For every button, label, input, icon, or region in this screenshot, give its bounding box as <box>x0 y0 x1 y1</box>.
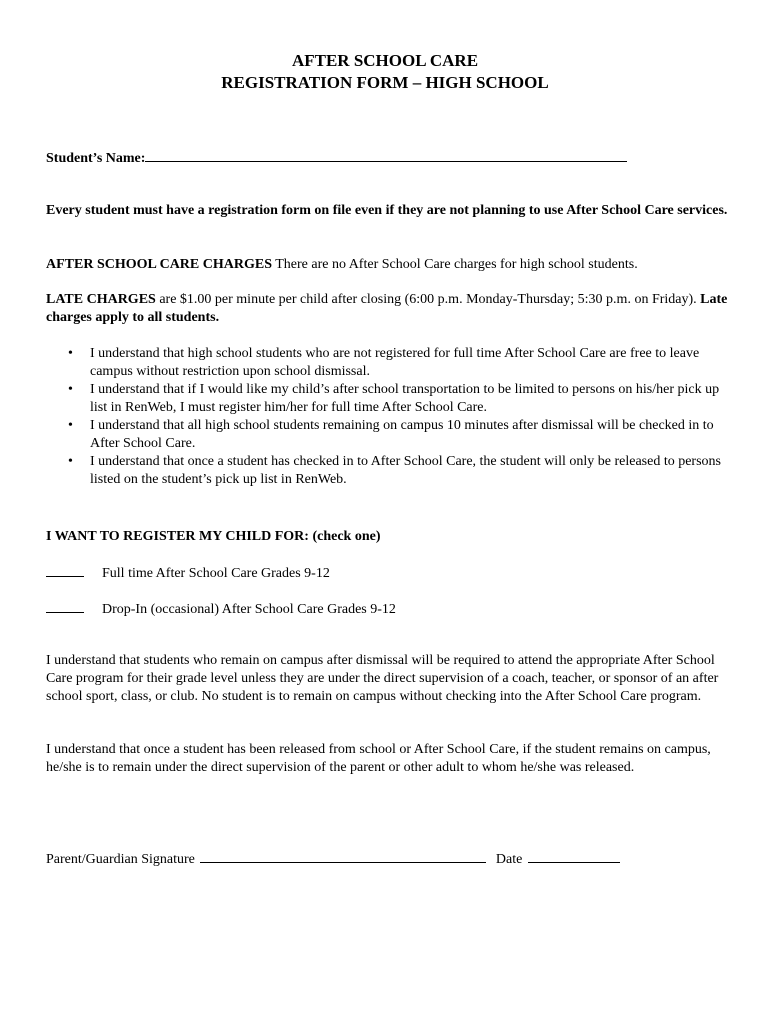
charges-heading: AFTER SCHOOL CARE CHARGES <box>46 257 272 272</box>
full-time-check-blank[interactable] <box>46 563 84 577</box>
bullet-icon: • <box>68 382 73 397</box>
registration-notice: Every student must have a registration form on file even if they are not planning to use After School Care services. <box>46 203 728 218</box>
form-title-line2: REGISTRATION FORM – HIGH SCHOOL <box>221 73 549 92</box>
student-name-row <box>46 148 736 168</box>
release-paragraph: I understand that once a student has been released from school or After School Care, if the student remains on campus, he/she is to remain under the direct supervision of the parent or other adult to whom he/she was released. <box>46 742 711 775</box>
list-item: • I understand that if I would like my child’s after school transportation to be limited to persons on his/her pick up list in RenWeb, I must register him/her for full time After School Care. <box>68 382 720 415</box>
signature-label: Parent/Guardian Signature <box>46 852 195 867</box>
register-heading: I WANT TO REGISTER MY CHILD FOR: (check one) <box>46 529 381 544</box>
bullet-icon: • <box>68 454 73 469</box>
student-name-label: Student’s Name: <box>46 151 146 166</box>
late-charges-paragraph <box>46 291 736 327</box>
supervision-paragraph: I understand that students who remain on campus after dismissal will be required to attend the appropriate After School Care program for their grade level unless they are under the direct supervision of a coach, teacher, or sponsor of an after school sport, class, or club. No student is to remain on campus without checking into the After School Care program. <box>46 653 719 704</box>
option-drop-in <box>46 599 396 619</box>
charges-text: There are no After School Care charges for high school students. <box>271 257 638 272</box>
list-item: • I understand that high school students who are not registered for full time After School Care are free to leave campus without restriction upon school dismissal. <box>68 346 700 379</box>
charges-paragraph <box>46 256 736 274</box>
acknowledgement-list <box>46 345 736 489</box>
bullet-icon: • <box>68 346 73 361</box>
late-charges-text: are $1.00 per minute per child after closing (6:00 p.m. Monday-Thursday; 5:30 p.m. on Friday). <box>155 292 701 307</box>
form-title-line1: AFTER SCHOOL CARE <box>291 51 479 70</box>
signature-field[interactable] <box>200 849 486 863</box>
drop-in-check-blank[interactable] <box>46 599 84 613</box>
signature-row <box>46 849 736 869</box>
student-name-field[interactable] <box>145 148 627 162</box>
date-label: Date <box>495 852 523 867</box>
late-charges-heading: LATE CHARGES <box>46 292 156 307</box>
list-item: • I understand that all high school students remaining on campus 10 minutes after dismissal will be checked in to After School Care. <box>68 418 714 451</box>
list-item: • I understand that once a student has checked in to After School Care, the student will only be released to persons listed on the student’s pick up list in RenWeb. <box>68 454 721 487</box>
date-field[interactable] <box>528 849 620 863</box>
late-charges-emphasis: Late charges apply to all students. <box>46 292 728 325</box>
option-drop-in-label: Drop-In (occasional) After School Care Grades 9-12 <box>102 602 396 617</box>
option-full-time <box>46 563 330 583</box>
bullet-icon: • <box>68 418 73 433</box>
option-full-time-label: Full time After School Care Grades 9-12 <box>102 566 330 581</box>
